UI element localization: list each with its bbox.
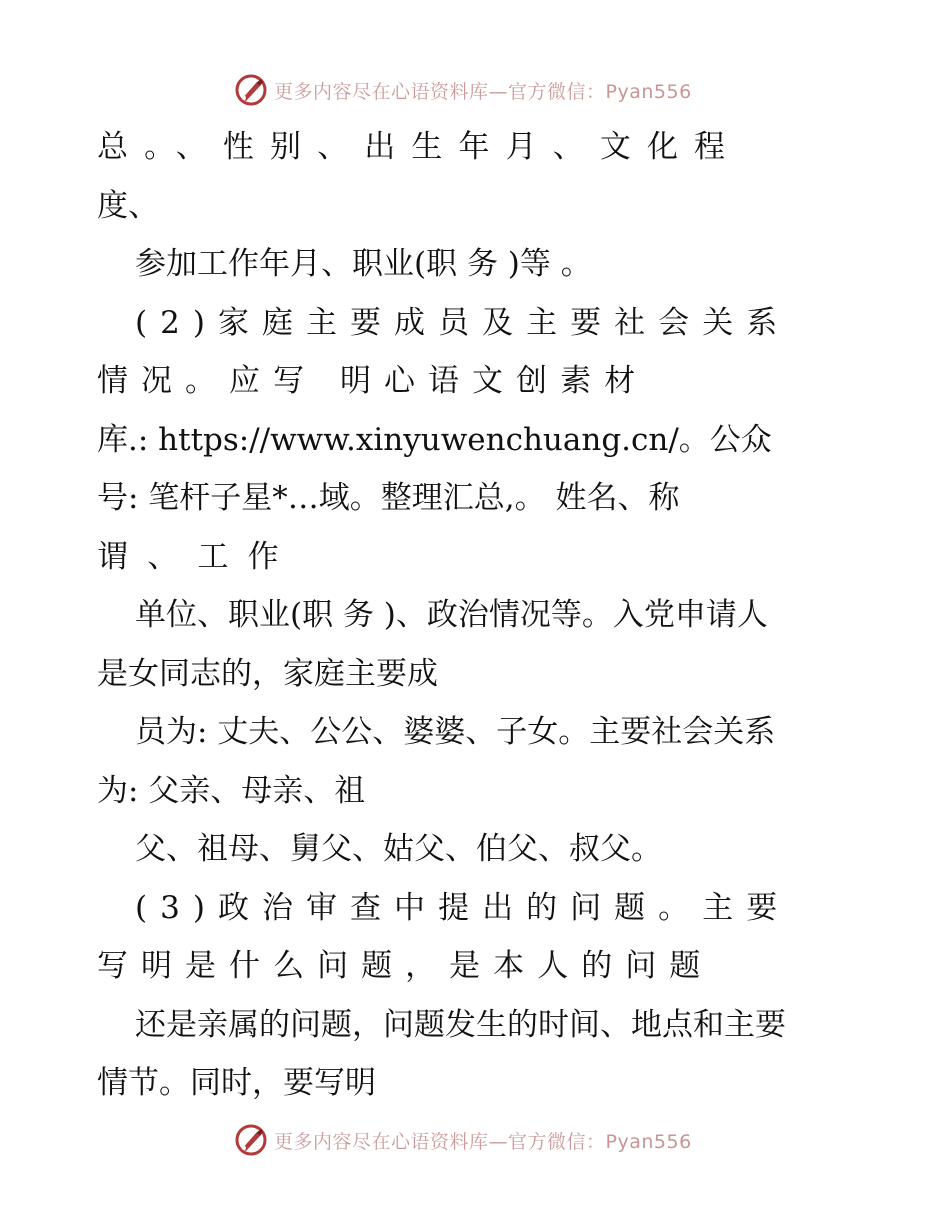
text-line-11: 员为: 丈夫、公公、婆婆、子女。主要社会关系 [135,714,776,750]
text-line-5: 情况。应写 明心语文创素材 [97,363,649,399]
text-line-7: 号: 笔杆子星*…域。整理汇总,。 姓名、称 [97,480,680,516]
pen-logo-icon [234,1123,268,1157]
text-line-9: 单位、职业(职 务 )、政治情况等。入党申请人 [135,597,768,633]
text-line-3: 参加工作年月、职业(职 务 )等 。 [135,246,592,282]
text-line-12: 为: 父亲、母亲、祖 [97,772,366,809]
text-line-17: 情节。同时，要写明 [97,1065,376,1101]
watermark-footer [234,1120,714,1160]
text-line-14: (3)政治审查中提出的问题。主要 [135,889,791,926]
watermark-wechat-id: Pyan556 [605,1130,692,1153]
watermark-wechat-id: Pyan556 [605,80,692,103]
text-line-16: 还是亲属的问题，问题发生的时间、地点和主要 [135,1006,786,1043]
text-line-4: (2)家庭主要成员及主要社会关系 [135,304,791,341]
pen-logo-icon [234,73,268,107]
text-line-10: 是女同志的，家庭主要成 [97,655,438,692]
text-line-8: 谓、工作 [97,538,298,575]
text-line-15: 写明是什么问题，是本人的问题 [97,948,714,984]
text-line-6: 库.: https://www.xinyuwenchuang.cn/。公众 [97,421,772,458]
body-text [97,118,857,1113]
text-line-2: 度、 [97,187,159,224]
watermark-label: 更多内容尽在心语资料库—官方微信： [274,1130,606,1153]
watermark-text [274,1127,692,1154]
watermark-header [234,70,714,110]
text-line-1: 总。、性别、出生年月、文化程 [97,129,742,165]
watermark-label: 更多内容尽在心语资料库—官方微信： [274,80,606,103]
watermark-text [274,77,692,104]
text-line-13: 父、祖母、舅父、姑父、伯父、叔父。 [135,831,662,867]
